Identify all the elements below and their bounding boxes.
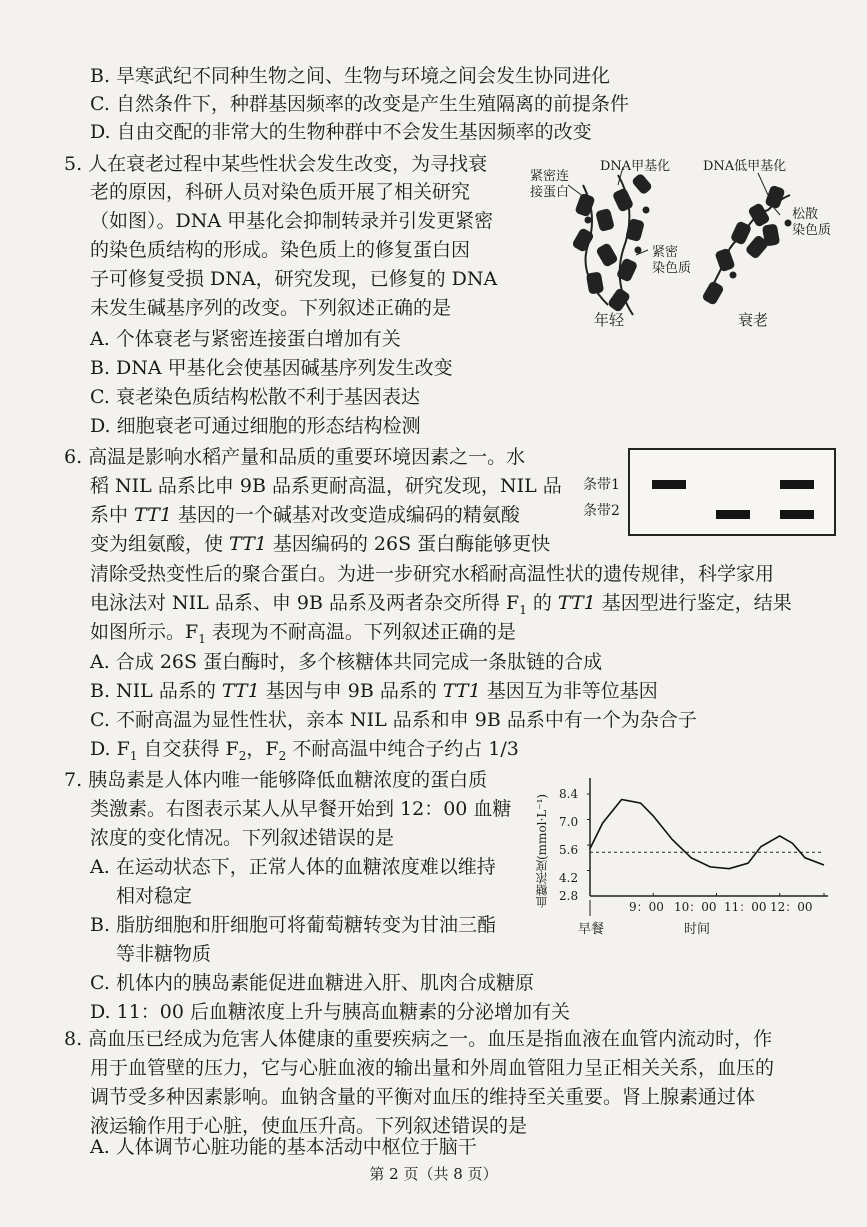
electrophoresis-gel [628,448,836,536]
x-start-label: 早餐 [578,922,605,937]
q6-line-7: 如图所示。$F_1$ 表现为不耐高温。下列叙述正确的是 [90,621,516,646]
x-tick-9: 9：00 [629,900,664,914]
q5-option-d: D. 细胞衰老可通过细胞的形态结构检测 [90,415,421,437]
q4-option-c: C. 自然条件下，种群基因频率的改变是产生生殖隔离的前提条件 [90,93,629,115]
q6-option-d: D. $F_1$ 自交获得 $F_2$，$F_2$ 不耐高温中纯合子约占 1/3 [90,738,519,763]
q6-line-6: 电泳法对 NIL 品系、申 9B 品系及两者杂交所得 $F_1$ 的 TT1 基因型进行鉴定，结果 [90,592,792,617]
q7-option-c: C. 机体内的胰岛素能促进血糖进入肝、肌肉合成糖原 [90,972,534,994]
x-axis-label: 时间 [684,922,711,937]
q7-option-a-2: 相对稳定 [116,885,193,907]
page-footer: 第 2 页（共 8 页） [369,1165,498,1183]
x-tick-11: 11：00 [724,900,767,914]
label-loose-1: 松散 [792,207,819,222]
band-nil-1 [652,480,686,489]
band2-label: 条带2 [583,503,620,519]
q7-option-b-1: B. 脂肪细胞和肝细胞可将葡萄糖转变为甘油三酯 [90,914,497,936]
label-old: 衰老 [738,311,769,329]
q4-option-d: D. 自由交配的非常大的生物种群中不会发生基因频率的改变 [90,121,592,143]
q5-line-2: 老的原因，科研人员对染色质开展了相关研究 [90,181,471,203]
y-tick-8-4: 8.4 [559,787,579,801]
q5-line-5: 子可修复受损 DNA，研究发现，已修复的 DNA [90,268,498,290]
q5-line-1: 5. 人在衰老过程中某些性状会发生改变，为寻找衰 [64,153,488,175]
q7-line-3: 浓度的变化情况。下列叙述错误的是 [90,827,395,849]
q8-option-a: A. 人体调节心脏功能的基本活动中枢位于脑干 [90,1136,477,1158]
label-loose-2: 染色质 [792,223,832,238]
y-tick-5-6: 5.6 [559,843,579,857]
q5-option-a: A. 个体衰老与紧密连接蛋白增加有关 [90,328,401,350]
y-tick-7-0: 7.0 [559,815,579,829]
band1-label: 条带1 [583,477,620,493]
label-tight-1: 紧密 [652,245,679,260]
q7-option-d: D. 11：00 后血糖浓度上升与胰高血糖素的分泌增加有关 [90,1001,571,1023]
q8-line-3: 调节受多种因素影响。血钠含量的平衡对血压的维持至关重要。肾上腺素通过体 [90,1086,756,1108]
q6-line-3: 系中 TT1 基因的一个碱基对改变造成编码的精氨酸 [90,504,520,526]
x-tick-10: 10：00 [674,900,717,914]
q8-line-2: 用于血管壁的压力，它与心脏血液的输出量和外周血管阻力呈正相关关系，血压的 [90,1057,775,1079]
q5-option-c: C. 衰老染色质结构松散不利于基因表达 [90,386,420,408]
label-tight-protein-1: 紧密连 [530,169,570,184]
q6-line-1: 6. 高温是影响水稻产量和品质的重要环境因素之一。水 [64,446,526,468]
q5-line-3: （如图）。DNA 甲基化会抑制转录并引发更紧密 [90,210,494,232]
label-dna-methyl: DNA甲基化 [600,159,671,174]
label-dna-low-methyl: DNA低甲基化 [703,159,787,174]
q7-option-a-1: A. 在运动状态下，正常人体的血糖浓度难以维持 [90,856,496,878]
chromatin-figure [528,155,838,335]
label-tight-2: 染色质 [652,261,692,276]
q6-line-2: 稻 NIL 品系比申 9B 品系更耐高温，研究发现，NIL 品 [90,475,562,497]
q7-option-b-2: 等非糖物质 [116,943,212,965]
q6-option-b: B. NIL 品系的 TT1 基因与申 9B 品系的 TT1 基因互为非等位基因 [90,680,658,702]
q8-line-4: 液运输作用于心脏，使血压升高。下列叙述错误的是 [90,1115,528,1137]
label-tight-protein-2: 接蛋白 [530,185,570,200]
q7-line-1: 7. 胰岛素是人体内唯一能够降低血糖浓度的蛋白质 [64,769,488,791]
y-tick-2-8: 2.8 [559,889,579,903]
q6-line-5: 清除受热变性后的聚合蛋白。为进一步研究水稻耐高温性状的遗传规律，科学家用 [90,563,775,585]
q7-line-2: 类激素。右图表示某人从早餐开始到 12：00 血糖 [90,798,512,820]
band-9b-2 [716,510,750,519]
q8-line-1: 8. 高血压已经成为危害人体健康的重要疾病之一。血压是指血液在血管内流动时，作 [64,1028,773,1050]
blood-sugar-curve [590,800,824,869]
q4-option-b: B. 旱寒武纪不同种生物之间、生物与环境之间会发生协同进化 [90,65,611,87]
x-tick-12: 12：00 [770,900,813,914]
q6-line-4: 变为组氨酸，使 TT1 基因编码的 26S 蛋白酶能够更快 [90,533,551,555]
old-chromatin [702,185,791,305]
y-tick-4-2: 4.2 [559,871,579,885]
q5-line-6: 未发生碱基序列的改变。下列叙述正确的是 [90,297,452,319]
blood-sugar-chart [534,770,834,940]
band-f1-1 [780,480,814,489]
q6-option-a: A. 合成 26S 蛋白酶时，多个核糖体共同完成一条肽链的合成 [90,651,603,673]
q5-line-4: 的染色质结构的形成。染色质上的修复蛋白因 [90,239,471,261]
y-axis-label: 血糖浓度(mmol·L⁻¹) [535,793,549,908]
young-chromatin [572,173,652,315]
q6-option-c: C. 不耐高温为显性性状，亲本 NIL 品系和申 9B 品系中有一个为杂合子 [90,709,697,731]
label-young: 年轻 [594,311,625,329]
band-f1-2 [780,510,814,519]
q5-option-b: B. DNA 甲基化会使基因碱基序列发生改变 [90,357,453,379]
chromatin-drawing [528,155,838,335]
